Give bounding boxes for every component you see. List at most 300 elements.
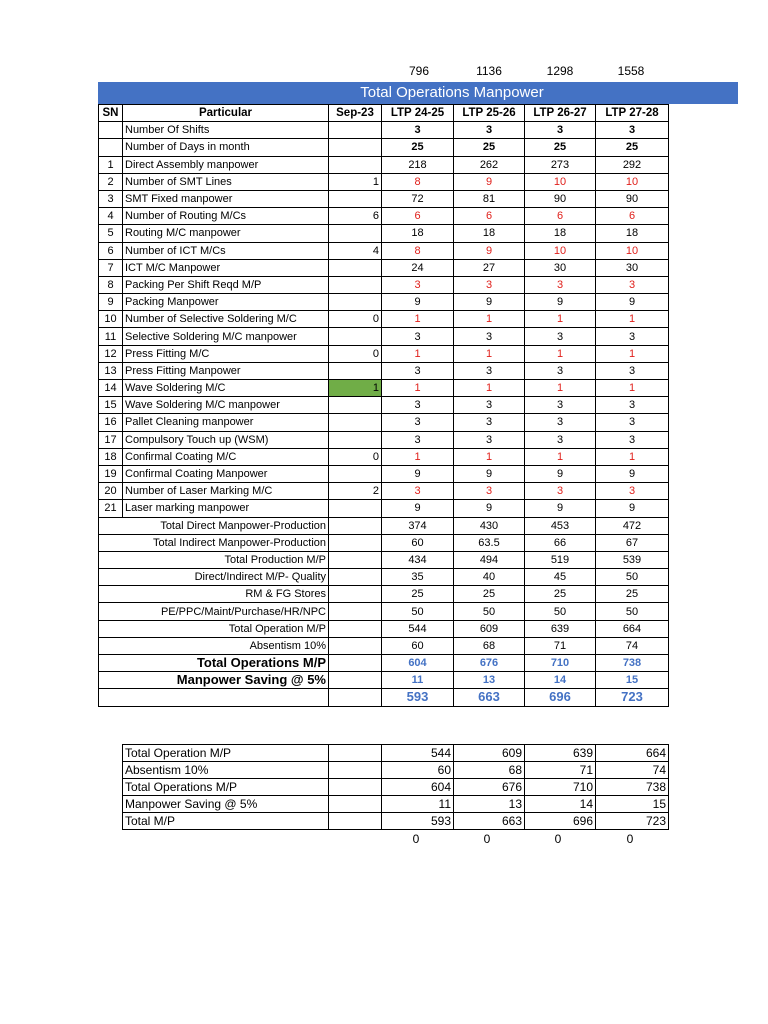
value-cell[interactable]: 50 — [525, 603, 596, 620]
value-cell[interactable]: 50 — [596, 569, 669, 586]
value-cell[interactable]: 25 — [525, 586, 596, 603]
particular-cell[interactable]: Confirmal Coating M/C — [123, 448, 329, 465]
summary-row — [99, 534, 669, 551]
value-cell[interactable]: 3 — [596, 362, 669, 379]
sep-cell[interactable] — [329, 465, 382, 482]
value-cell[interactable]: 14 — [525, 796, 596, 813]
sn-cell[interactable]: 14 — [99, 380, 123, 397]
sn-cell[interactable]: 7 — [99, 259, 123, 276]
value-cell[interactable]: 3 — [525, 483, 596, 500]
value-cell[interactable]: 738 — [596, 655, 669, 672]
value-cell[interactable]: 8 — [382, 242, 454, 259]
value-cell[interactable]: 9 — [382, 500, 454, 517]
value-cell[interactable]: 1 — [454, 345, 525, 362]
label-cell[interactable]: Manpower Saving @ 5% — [123, 796, 329, 813]
empty-cell[interactable] — [329, 620, 382, 637]
sn-cell[interactable]: 21 — [99, 500, 123, 517]
sn-cell[interactable]: 17 — [99, 431, 123, 448]
sn-cell[interactable]: 5 — [99, 225, 123, 242]
value-cell[interactable]: 11 — [382, 796, 454, 813]
bottom-zero-4: 0 — [626, 832, 634, 846]
value-cell[interactable]: 3 — [382, 362, 454, 379]
sn-cell[interactable]: 8 — [99, 276, 123, 293]
table-row — [99, 448, 669, 465]
header-cell[interactable]: SN — [99, 105, 123, 122]
value-cell[interactable]: 3 — [454, 122, 525, 139]
value-cell[interactable]: 3 — [596, 328, 669, 345]
value-cell[interactable]: 593 — [382, 813, 454, 830]
sep-cell[interactable] — [329, 122, 382, 139]
value-cell[interactable]: 609 — [454, 620, 525, 637]
value-cell[interactable]: 74 — [596, 762, 669, 779]
header-cell[interactable]: LTP 25-26 — [454, 105, 525, 122]
summary-label-cell[interactable]: RM & FG Stores — [99, 586, 329, 603]
value-cell[interactable]: 663 — [454, 689, 525, 706]
value-cell[interactable]: 60 — [382, 762, 454, 779]
value-cell[interactable]: 71 — [525, 637, 596, 654]
table-row — [99, 276, 669, 293]
particular-cell[interactable]: Number of Selective Soldering M/C — [123, 311, 329, 328]
empty-cell[interactable] — [329, 586, 382, 603]
summary-label-cell[interactable]: Total Indirect Manpower-Production — [99, 534, 329, 551]
sep-cell[interactable] — [329, 431, 382, 448]
second-table-row — [123, 762, 669, 779]
value-cell[interactable]: 14 — [525, 672, 596, 689]
value-cell[interactable]: 60 — [382, 637, 454, 654]
bottom-zero-2: 0 — [483, 832, 491, 846]
value-cell[interactable]: 9 — [454, 465, 525, 482]
value-cell[interactable]: 18 — [596, 225, 669, 242]
value-cell[interactable]: 3 — [596, 483, 669, 500]
value-cell[interactable]: 6 — [525, 208, 596, 225]
value-cell[interactable]: 3 — [525, 414, 596, 431]
value-cell[interactable]: 50 — [382, 603, 454, 620]
sn-cell[interactable]: 11 — [99, 328, 123, 345]
value-cell[interactable]: 18 — [454, 225, 525, 242]
sep-cell[interactable]: 6 — [329, 208, 382, 225]
summary-label-cell[interactable] — [99, 689, 329, 706]
empty-cell[interactable] — [329, 534, 382, 551]
label-cell[interactable]: Total M/P — [123, 813, 329, 830]
particular-cell[interactable]: Selective Soldering M/C manpower — [123, 328, 329, 345]
second-table-row — [123, 745, 669, 762]
particular-cell[interactable]: Number of SMT Lines — [123, 173, 329, 190]
value-cell[interactable]: 3 — [525, 328, 596, 345]
value-cell[interactable]: 639 — [525, 745, 596, 762]
value-cell[interactable]: 609 — [454, 745, 525, 762]
value-cell[interactable]: 25 — [454, 586, 525, 603]
header-cell[interactable]: LTP 27-28 — [596, 105, 669, 122]
particular-cell[interactable]: Packing Per Shift Reqd M/P — [123, 276, 329, 293]
value-cell[interactable]: 604 — [382, 779, 454, 796]
table-row — [99, 259, 669, 276]
sep-cell[interactable] — [329, 328, 382, 345]
value-cell[interactable]: 519 — [525, 551, 596, 568]
value-cell[interactable]: 434 — [382, 551, 454, 568]
sep-cell[interactable] — [329, 156, 382, 173]
value-cell[interactable]: 3 — [525, 431, 596, 448]
value-cell[interactable]: 676 — [454, 655, 525, 672]
value-cell[interactable]: 3 — [596, 414, 669, 431]
particular-cell[interactable]: Pallet Cleaning manpower — [123, 414, 329, 431]
value-cell[interactable]: 90 — [596, 190, 669, 207]
value-cell[interactable]: 18 — [525, 225, 596, 242]
value-cell[interactable]: 63.5 — [454, 534, 525, 551]
value-cell[interactable]: 24 — [382, 259, 454, 276]
value-cell[interactable]: 6 — [454, 208, 525, 225]
value-cell[interactable]: 696 — [525, 689, 596, 706]
value-cell[interactable]: 3 — [382, 483, 454, 500]
value-cell[interactable]: 1 — [596, 345, 669, 362]
value-cell[interactable]: 25 — [454, 139, 525, 156]
value-cell[interactable]: 453 — [525, 517, 596, 534]
particular-cell[interactable]: Number Of Shifts — [123, 122, 329, 139]
sep-cell[interactable] — [329, 362, 382, 379]
value-cell[interactable]: 25 — [596, 139, 669, 156]
summary-row — [99, 517, 669, 534]
table-row — [99, 362, 669, 379]
value-cell[interactable]: 18 — [382, 225, 454, 242]
value-cell[interactable]: 9 — [596, 294, 669, 311]
value-cell[interactable]: 13 — [454, 672, 525, 689]
value-cell[interactable]: 430 — [454, 517, 525, 534]
sn-cell[interactable]: 9 — [99, 294, 123, 311]
particular-cell[interactable]: Laser marking manpower — [123, 500, 329, 517]
value-cell[interactable]: 1 — [525, 345, 596, 362]
particular-cell[interactable]: Packing Manpower — [123, 294, 329, 311]
value-cell[interactable]: 74 — [596, 637, 669, 654]
value-cell[interactable]: 50 — [454, 603, 525, 620]
value-cell[interactable]: 3 — [382, 397, 454, 414]
value-cell[interactable]: 3 — [454, 328, 525, 345]
table-row — [99, 431, 669, 448]
table-row — [99, 328, 669, 345]
header-cell[interactable]: LTP 24-25 — [382, 105, 454, 122]
value-cell[interactable]: 9 — [525, 465, 596, 482]
value-cell[interactable]: 544 — [382, 745, 454, 762]
value-cell[interactable]: 3 — [382, 328, 454, 345]
sep-cell[interactable]: 1 — [329, 173, 382, 190]
particular-cell[interactable]: Press Fitting M/C — [123, 345, 329, 362]
value-cell[interactable]: 1 — [382, 380, 454, 397]
value-cell[interactable]: 3 — [454, 483, 525, 500]
empty-cell[interactable] — [329, 762, 382, 779]
sep-cell[interactable]: 0 — [329, 448, 382, 465]
value-cell[interactable]: 9 — [525, 500, 596, 517]
value-cell[interactable]: 13 — [454, 796, 525, 813]
particular-cell[interactable]: SMT Fixed manpower — [123, 190, 329, 207]
value-cell[interactable]: 639 — [525, 620, 596, 637]
empty-cell[interactable] — [329, 779, 382, 796]
sep-cell[interactable] — [329, 276, 382, 293]
value-cell[interactable]: 9 — [454, 242, 525, 259]
value-cell[interactable]: 3 — [382, 414, 454, 431]
value-cell[interactable]: 1 — [454, 448, 525, 465]
value-cell[interactable]: 3 — [454, 414, 525, 431]
sep-cell[interactable]: 0 — [329, 311, 382, 328]
empty-cell[interactable] — [329, 689, 382, 706]
sn-cell[interactable]: 20 — [99, 483, 123, 500]
empty-cell[interactable] — [329, 672, 382, 689]
value-cell[interactable]: 15 — [596, 796, 669, 813]
summary-row — [99, 672, 669, 689]
particular-cell[interactable]: Wave Soldering M/C — [123, 380, 329, 397]
value-cell[interactable]: 494 — [454, 551, 525, 568]
empty-cell[interactable] — [329, 569, 382, 586]
value-cell[interactable]: 663 — [454, 813, 525, 830]
value-cell[interactable]: 3 — [525, 276, 596, 293]
value-cell[interactable]: 664 — [596, 620, 669, 637]
value-cell[interactable]: 723 — [596, 813, 669, 830]
value-cell[interactable]: 3 — [382, 276, 454, 293]
value-cell[interactable]: 10 — [525, 242, 596, 259]
value-cell[interactable]: 9 — [525, 294, 596, 311]
top-total-1: 796 — [408, 64, 430, 78]
sn-cell[interactable]: 18 — [99, 448, 123, 465]
summary-label-cell[interactable]: Direct/Indirect M/P- Quality — [99, 569, 329, 586]
sep-cell[interactable] — [329, 225, 382, 242]
header-row — [99, 105, 669, 122]
summary-label-cell[interactable]: Manpower Saving @ 5% — [99, 672, 329, 689]
empty-cell[interactable] — [329, 813, 382, 830]
value-cell[interactable]: 1 — [382, 311, 454, 328]
value-cell[interactable]: 45 — [525, 569, 596, 586]
value-cell[interactable]: 8 — [382, 173, 454, 190]
value-cell[interactable]: 68 — [454, 762, 525, 779]
summary-label-cell[interactable]: Total Operation M/P — [99, 620, 329, 637]
value-cell[interactable]: 738 — [596, 779, 669, 796]
sep-cell[interactable] — [329, 139, 382, 156]
table-row — [99, 483, 669, 500]
particular-cell[interactable]: Press Fitting Manpower — [123, 362, 329, 379]
value-cell[interactable]: 25 — [525, 139, 596, 156]
value-cell[interactable]: 10 — [525, 173, 596, 190]
value-cell[interactable]: 676 — [454, 779, 525, 796]
value-cell[interactable]: 50 — [596, 603, 669, 620]
sep-cell[interactable]: 0 — [329, 345, 382, 362]
empty-cell[interactable] — [329, 551, 382, 568]
top-total-3: 1298 — [546, 64, 574, 78]
particular-cell[interactable]: Routing M/C manpower — [123, 225, 329, 242]
value-cell[interactable]: 593 — [382, 689, 454, 706]
value-cell[interactable]: 3 — [454, 362, 525, 379]
table-row — [99, 345, 669, 362]
value-cell[interactable]: 9 — [596, 500, 669, 517]
value-cell[interactable]: 292 — [596, 156, 669, 173]
sn-cell[interactable] — [99, 122, 123, 139]
particular-cell[interactable]: Number of ICT M/Cs — [123, 242, 329, 259]
summary-label-cell[interactable]: Absentism 10% — [99, 637, 329, 654]
value-cell[interactable]: 10 — [596, 242, 669, 259]
sep-cell[interactable] — [329, 259, 382, 276]
header-cell[interactable]: LTP 26-27 — [525, 105, 596, 122]
value-cell[interactable]: 25 — [596, 586, 669, 603]
value-cell[interactable]: 604 — [382, 655, 454, 672]
value-cell[interactable]: 3 — [454, 431, 525, 448]
label-cell[interactable]: Absentism 10% — [123, 762, 329, 779]
sn-cell[interactable]: 1 — [99, 156, 123, 173]
value-cell[interactable]: 1 — [454, 380, 525, 397]
value-cell[interactable]: 30 — [596, 259, 669, 276]
table-row — [99, 397, 669, 414]
value-cell[interactable]: 30 — [525, 259, 596, 276]
value-cell[interactable]: 1 — [596, 380, 669, 397]
value-cell[interactable]: 3 — [382, 431, 454, 448]
label-cell[interactable]: Total Operation M/P — [123, 745, 329, 762]
summary-row — [99, 689, 669, 706]
summary-label-cell[interactable]: Total Operations M/P — [99, 655, 329, 672]
second-table-row — [123, 779, 669, 796]
value-cell[interactable]: 1 — [382, 345, 454, 362]
summary-row — [99, 655, 669, 672]
sn-cell[interactable]: 4 — [99, 208, 123, 225]
sn-cell[interactable]: 15 — [99, 397, 123, 414]
sep-cell[interactable] — [329, 500, 382, 517]
sn-cell[interactable]: 3 — [99, 190, 123, 207]
value-cell[interactable]: 25 — [382, 139, 454, 156]
value-cell[interactable]: 664 — [596, 745, 669, 762]
value-cell[interactable]: 81 — [454, 190, 525, 207]
table-row — [99, 122, 669, 139]
empty-cell[interactable] — [329, 655, 382, 672]
value-cell[interactable]: 25 — [382, 586, 454, 603]
sn-cell[interactable]: 10 — [99, 311, 123, 328]
value-cell[interactable]: 3 — [454, 397, 525, 414]
value-cell[interactable]: 3 — [596, 431, 669, 448]
value-cell[interactable]: 9 — [382, 294, 454, 311]
value-cell[interactable]: 3 — [525, 397, 596, 414]
value-cell[interactable]: 696 — [525, 813, 596, 830]
value-cell[interactable]: 710 — [525, 655, 596, 672]
empty-cell[interactable] — [329, 637, 382, 654]
value-cell[interactable]: 11 — [382, 672, 454, 689]
value-cell[interactable]: 710 — [525, 779, 596, 796]
sn-cell[interactable]: 13 — [99, 362, 123, 379]
value-cell[interactable]: 9 — [454, 294, 525, 311]
sep-cell[interactable] — [329, 397, 382, 414]
header-cell[interactable]: Particular — [123, 105, 329, 122]
sep-cell[interactable]: 1 — [329, 380, 382, 397]
table-row — [99, 465, 669, 482]
table-row — [99, 414, 669, 431]
value-cell[interactable]: 3 — [525, 122, 596, 139]
value-cell[interactable]: 1 — [454, 311, 525, 328]
particular-cell[interactable]: Wave Soldering M/C manpower — [123, 397, 329, 414]
value-cell[interactable]: 66 — [525, 534, 596, 551]
value-cell[interactable]: 723 — [596, 689, 669, 706]
value-cell[interactable]: 9 — [454, 173, 525, 190]
top-totals-row — [0, 64, 768, 80]
empty-cell[interactable] — [329, 745, 382, 762]
summary-row — [99, 569, 669, 586]
sheet-title — [98, 82, 738, 104]
sep-cell[interactable]: 4 — [329, 242, 382, 259]
sep-cell[interactable] — [329, 294, 382, 311]
particular-cell[interactable]: Number of Days in month — [123, 139, 329, 156]
value-cell[interactable]: 374 — [382, 517, 454, 534]
table-row — [99, 311, 669, 328]
value-cell[interactable]: 1 — [525, 380, 596, 397]
value-cell[interactable]: 40 — [454, 569, 525, 586]
summary-label-cell[interactable]: PE/PPC/Maint/Purchase/HR/NPC — [99, 603, 329, 620]
particular-cell[interactable]: Direct Assembly manpower — [123, 156, 329, 173]
sn-cell[interactable]: 6 — [99, 242, 123, 259]
particular-cell[interactable]: Number of Routing M/Cs — [123, 208, 329, 225]
sep-cell[interactable] — [329, 190, 382, 207]
value-cell[interactable]: 9 — [382, 465, 454, 482]
value-cell[interactable]: 1 — [596, 311, 669, 328]
value-cell[interactable]: 273 — [525, 156, 596, 173]
value-cell[interactable]: 10 — [596, 173, 669, 190]
particular-cell[interactable]: Number of Laser Marking M/C — [123, 483, 329, 500]
value-cell[interactable]: 3 — [525, 362, 596, 379]
header-cell[interactable]: Sep-23 — [329, 105, 382, 122]
value-cell[interactable]: 3 — [596, 276, 669, 293]
value-cell[interactable]: 1 — [382, 448, 454, 465]
empty-cell[interactable] — [329, 517, 382, 534]
summary-row — [99, 603, 669, 620]
value-cell[interactable]: 3 — [382, 122, 454, 139]
value-cell[interactable]: 3 — [454, 276, 525, 293]
value-cell[interactable]: 27 — [454, 259, 525, 276]
value-cell[interactable]: 15 — [596, 672, 669, 689]
value-cell[interactable]: 35 — [382, 569, 454, 586]
value-cell[interactable]: 1 — [596, 448, 669, 465]
sn-cell[interactable]: 16 — [99, 414, 123, 431]
value-cell[interactable]: 472 — [596, 517, 669, 534]
value-cell[interactable]: 60 — [382, 534, 454, 551]
bottom-zero-1: 0 — [412, 832, 420, 846]
value-cell[interactable]: 262 — [454, 156, 525, 173]
sep-cell[interactable]: 2 — [329, 483, 382, 500]
table-row — [99, 156, 669, 173]
summary-label-cell[interactable]: Total Production M/P — [99, 551, 329, 568]
value-cell[interactable]: 72 — [382, 190, 454, 207]
value-cell[interactable]: 539 — [596, 551, 669, 568]
value-cell[interactable]: 6 — [596, 208, 669, 225]
value-cell[interactable]: 9 — [454, 500, 525, 517]
empty-cell[interactable] — [329, 603, 382, 620]
particular-cell[interactable]: ICT M/C Manpower — [123, 259, 329, 276]
value-cell[interactable]: 544 — [382, 620, 454, 637]
table-row — [99, 225, 669, 242]
value-cell[interactable]: 3 — [596, 122, 669, 139]
value-cell[interactable]: 90 — [525, 190, 596, 207]
sheet-title-text: Total Operations Manpower — [360, 84, 544, 101]
value-cell[interactable]: 6 — [382, 208, 454, 225]
sn-cell[interactable]: 2 — [99, 173, 123, 190]
value-cell[interactable]: 67 — [596, 534, 669, 551]
summary-label-cell[interactable]: Total Direct Manpower-Production — [99, 517, 329, 534]
value-cell[interactable]: 71 — [525, 762, 596, 779]
sep-cell[interactable] — [329, 414, 382, 431]
value-cell[interactable]: 1 — [525, 311, 596, 328]
value-cell[interactable]: 218 — [382, 156, 454, 173]
value-cell[interactable]: 9 — [596, 465, 669, 482]
particular-cell[interactable]: Compulsory Touch up (WSM) — [123, 431, 329, 448]
empty-cell[interactable] — [329, 796, 382, 813]
value-cell[interactable]: 3 — [596, 397, 669, 414]
sn-cell[interactable] — [99, 139, 123, 156]
sn-cell[interactable]: 19 — [99, 465, 123, 482]
table-row — [99, 190, 669, 207]
manpower-table — [98, 104, 669, 707]
value-cell[interactable]: 1 — [525, 448, 596, 465]
particular-cell[interactable]: Confirmal Coating Manpower — [123, 465, 329, 482]
value-cell[interactable]: 68 — [454, 637, 525, 654]
sn-cell[interactable]: 12 — [99, 345, 123, 362]
label-cell[interactable]: Total Operations M/P — [123, 779, 329, 796]
